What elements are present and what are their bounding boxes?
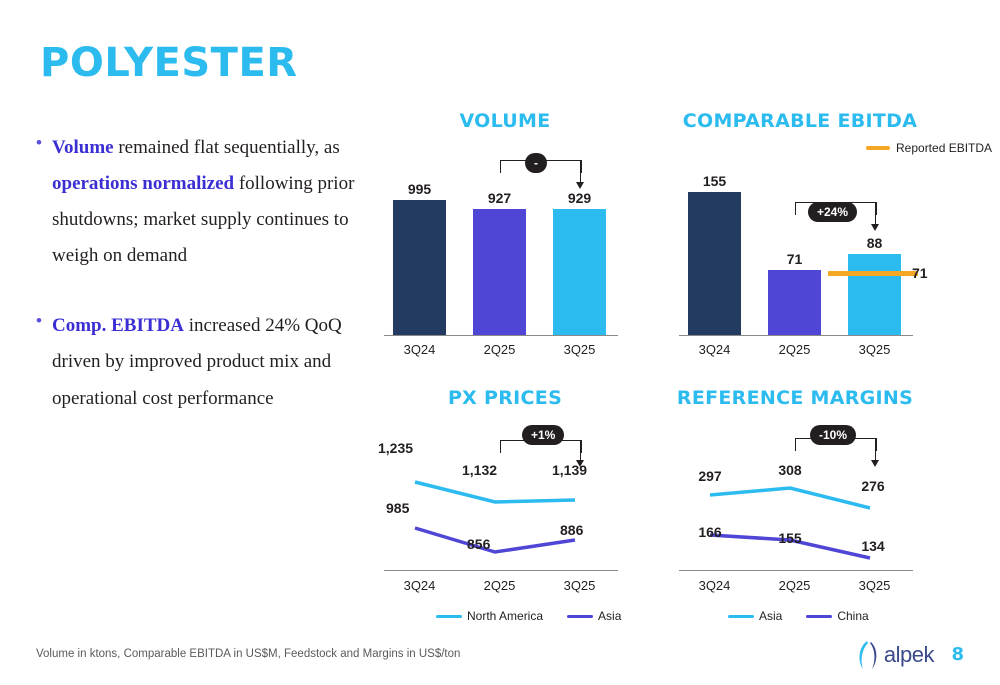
legend-swatch-asia — [567, 615, 593, 618]
bar-ebitda-2Q25 — [768, 270, 821, 335]
legend-label-reported-ebitda: Reported EBITDA — [896, 141, 993, 155]
list-item — [36, 308, 376, 416]
axis-ebitda — [679, 335, 913, 336]
bullet-text-1 — [52, 130, 376, 274]
legend-px — [436, 609, 639, 623]
margin-china-label-2: 134 — [861, 538, 885, 554]
delta-arrow-line-ebitda — [875, 202, 876, 226]
px-na-label-2: 1,139 — [552, 462, 588, 478]
bullet-2-seg-0: Comp. EBITDA — [52, 315, 184, 337]
legend-margins — [728, 609, 887, 623]
cat-px-2: 3Q25 — [563, 578, 596, 593]
legend-label-north-america: North America — [467, 609, 544, 623]
bar-ebitda-3Q24 — [688, 192, 741, 335]
bullet-text-2 — [52, 308, 376, 416]
legend-item-asia — [567, 609, 621, 623]
bar-volume-3Q25 — [553, 209, 606, 335]
legend-item-north-america — [436, 609, 543, 623]
bar-ebitda-3Q25 — [848, 254, 901, 335]
px-na-label-0: 1,235 — [378, 440, 414, 456]
delta-arrow-line-margins — [875, 438, 876, 462]
bar-volume-3Q24 — [393, 200, 446, 335]
brand-logo — [854, 640, 934, 670]
bullet-1-seg-3: following prior shutdowns; market supply continues to weigh on demand — [52, 173, 355, 267]
margin-asia-label-2: 276 — [861, 478, 885, 494]
brand-wordmark: alpek — [883, 642, 934, 667]
alpek-logo-icon — [854, 640, 880, 670]
bullet-1-seg-2: operations normalized — [52, 173, 235, 195]
axis-margins — [679, 570, 913, 571]
cat-px-1: 2Q25 — [483, 578, 516, 593]
legend-item-asia-margin — [728, 609, 782, 623]
legend-label-asia-margin: Asia — [759, 609, 783, 623]
cat-ebitda-2: 3Q25 — [858, 342, 891, 357]
margin-asia-label-0: 297 — [698, 468, 722, 484]
cat-px-0: 3Q24 — [403, 578, 436, 593]
margin-asia-label-1: 308 — [778, 462, 802, 478]
legend-swatch-china-margin — [806, 615, 832, 618]
chart-title-px: PX PRICES — [447, 387, 563, 409]
list-item — [36, 130, 376, 274]
chart-title-margins: REFERENCE MARGINS — [676, 387, 914, 409]
delta-arrow-head-volume — [576, 182, 584, 189]
delta-badge-ebitda: +24% — [808, 202, 857, 222]
bar-value-ebitda-2Q25: 71 — [786, 251, 803, 267]
delta-badge-margins: -10% — [810, 425, 856, 445]
delta-badge-volume: - — [525, 153, 547, 173]
cat-volume-0: 3Q24 — [403, 342, 436, 357]
bar-volume-2Q25 — [473, 209, 526, 335]
footnote: Volume in ktons, Comparable EBITDA in US$M, Feedstock and Margins in US$/ton — [36, 648, 461, 660]
page-title: POLYESTER — [40, 40, 298, 86]
delta-arrow-head-margins — [871, 460, 879, 467]
bullet-1-seg-1: remained flat sequentially, as — [113, 137, 340, 158]
margin-china-label-0: 166 — [698, 524, 722, 540]
bullet-2-seg-1: increased 24% QoQ driven by improved product mix and operational cost performance — [52, 315, 342, 409]
legend-swatch-north-america — [436, 615, 462, 618]
axis-volume — [384, 335, 618, 336]
bar-value-ebitda-3Q25: 88 — [866, 235, 883, 251]
px-na-label-1: 1,132 — [462, 462, 498, 478]
margin-china-label-1: 155 — [778, 530, 802, 546]
chart-title-ebitda: COMPARABLE EBITDA — [682, 110, 918, 132]
px-asia-label-0: 985 — [386, 500, 410, 516]
cat-margins-0: 3Q24 — [698, 578, 731, 593]
cat-margins-1: 2Q25 — [778, 578, 811, 593]
cat-ebitda-0: 3Q24 — [698, 342, 731, 357]
reference-margins-lines — [675, 440, 925, 580]
legend-label-asia: Asia — [598, 609, 622, 623]
legend-ebitda — [866, 141, 992, 155]
bullet-dot-icon: • — [36, 311, 42, 331]
legend-label-china-margin: China — [837, 609, 869, 623]
line-north-america — [415, 482, 575, 502]
legend-swatch-asia-margin — [728, 615, 754, 618]
axis-px — [384, 570, 618, 571]
bar-value-volume-2Q25: 927 — [487, 190, 512, 206]
bar-value-volume-3Q24: 995 — [407, 181, 432, 197]
cat-margins-2: 3Q25 — [858, 578, 891, 593]
bullet-dot-icon: • — [36, 133, 42, 152]
delta-arrow-head-ebitda — [871, 224, 879, 231]
legend-swatch-reported-ebitda — [866, 146, 890, 150]
legend-item-china-margin — [806, 609, 868, 623]
bar-value-ebitda-3Q24: 155 — [702, 173, 727, 189]
page-number: 8 — [951, 644, 964, 665]
cat-volume-1: 2Q25 — [483, 342, 516, 357]
delta-arrow-line-px — [580, 440, 581, 462]
delta-badge-px: +1% — [522, 425, 564, 445]
bullet-list — [36, 130, 376, 443]
delta-arrow-head-px — [576, 460, 584, 467]
bullet-1-seg-0: Volume — [52, 137, 114, 158]
cat-volume-2: 3Q25 — [563, 342, 596, 357]
chart-title-volume: VOLUME — [459, 110, 551, 132]
reported-ebitda-value: 71 — [912, 265, 928, 281]
px-asia-label-2: 886 — [560, 522, 584, 538]
px-asia-label-1: 856 — [467, 536, 491, 552]
reported-ebitda-marker — [828, 271, 918, 276]
cat-ebitda-1: 2Q25 — [778, 342, 811, 357]
delta-arrow-line-volume — [580, 160, 581, 184]
bar-value-volume-3Q25: 929 — [567, 190, 592, 206]
